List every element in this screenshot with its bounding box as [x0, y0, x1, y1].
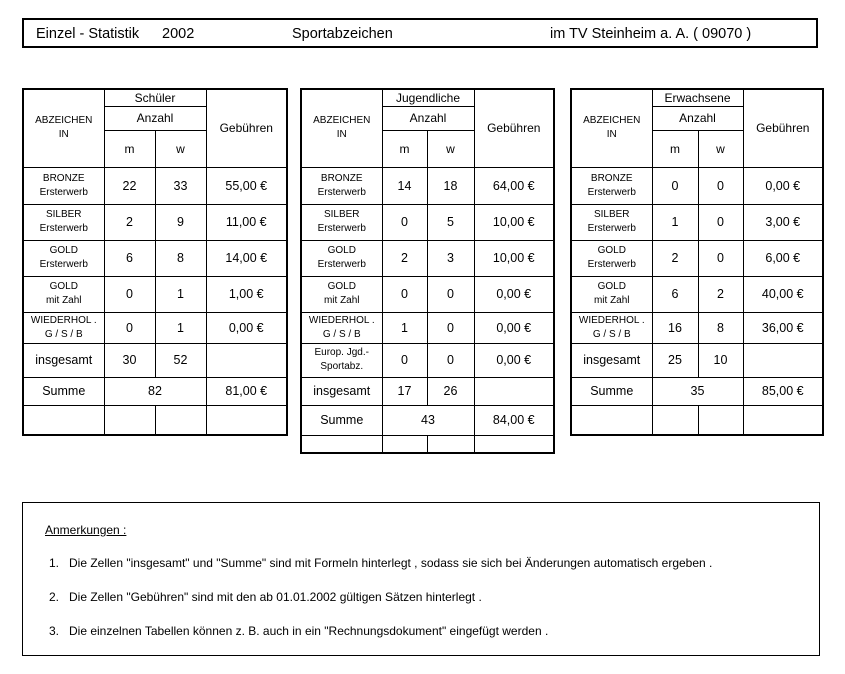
m-header: m	[652, 130, 698, 167]
w-count: 1	[155, 312, 206, 343]
sum-count: 35	[652, 377, 743, 405]
table-row	[23, 240, 287, 276]
badge-label: GOLD Ersterwerb	[23, 240, 104, 276]
w-count: 0	[698, 240, 743, 276]
badge-label: BRONZE Ersterwerb	[23, 167, 104, 204]
m-count: 6	[652, 276, 698, 312]
badge-label: GOLD mit Zahl	[301, 276, 382, 312]
sum-row	[301, 405, 554, 435]
table-row	[571, 240, 823, 276]
w-count: 18	[427, 167, 474, 204]
w-header: w	[155, 130, 206, 167]
w-total: 52	[155, 343, 206, 377]
table-row	[571, 276, 823, 312]
total-label: insgesamt	[571, 343, 652, 377]
table-row	[23, 312, 287, 343]
m-count: 1	[382, 312, 427, 343]
header-year: 2002	[162, 26, 195, 42]
empty-cell	[474, 377, 554, 405]
table-erwachsene	[570, 88, 824, 436]
w-count: 0	[698, 167, 743, 204]
fee-value: 55,00 €	[206, 167, 287, 204]
header-title: Einzel - Statistik	[36, 26, 140, 42]
w-count: 1	[155, 276, 206, 312]
sum-count: 82	[104, 377, 206, 405]
badge-label: GOLD Ersterwerb	[571, 240, 652, 276]
sum-label: Summe	[571, 377, 652, 405]
fee-value: 36,00 €	[743, 312, 823, 343]
fee-value: 0,00 €	[474, 312, 554, 343]
m-count: 0	[382, 276, 427, 312]
m-count: 0	[652, 167, 698, 204]
badge-label: GOLD Ersterwerb	[301, 240, 382, 276]
table-row	[571, 204, 823, 240]
badge-label: WIEDERHOL . G / S / B	[23, 312, 104, 343]
empty-row	[301, 435, 554, 453]
fee-value: 0,00 €	[474, 276, 554, 312]
empty-row	[23, 405, 287, 435]
w-count: 0	[427, 343, 474, 377]
w-count: 5	[427, 204, 474, 240]
m-count: 0	[382, 343, 427, 377]
fee-value: 11,00 €	[206, 204, 287, 240]
w-count: 8	[698, 312, 743, 343]
badge-label: WIEDERHOL . G / S / B	[301, 312, 382, 343]
badge-label: BRONZE Ersterwerb	[571, 167, 652, 204]
fee-value: 64,00 €	[474, 167, 554, 204]
anzahl-header: Anzahl	[652, 106, 743, 130]
sum-fee: 85,00 €	[743, 377, 823, 405]
w-count: 0	[698, 204, 743, 240]
table-row	[301, 276, 554, 312]
m-count: 0	[104, 312, 155, 343]
sum-label: Summe	[23, 377, 104, 405]
w-header: w	[698, 130, 743, 167]
table-jugendliche	[300, 88, 555, 454]
table-schueler	[22, 88, 288, 436]
gebuehren-header: Gebühren	[206, 89, 287, 167]
table-row	[571, 312, 823, 343]
anzahl-header: Anzahl	[104, 106, 206, 130]
m-count: 2	[104, 204, 155, 240]
abzeichen-header: ABZEICHEN IN	[23, 89, 104, 167]
m-total: 30	[104, 343, 155, 377]
w-count: 0	[427, 312, 474, 343]
m-count: 6	[104, 240, 155, 276]
w-total: 26	[427, 377, 474, 405]
m-count: 22	[104, 167, 155, 204]
badge-label: GOLD mit Zahl	[571, 276, 652, 312]
m-count: 16	[652, 312, 698, 343]
fee-value: 6,00 €	[743, 240, 823, 276]
w-count: 8	[155, 240, 206, 276]
fee-value: 0,00 €	[206, 312, 287, 343]
w-count: 2	[698, 276, 743, 312]
w-count: 9	[155, 204, 206, 240]
sum-fee: 84,00 €	[474, 405, 554, 435]
w-total: 10	[698, 343, 743, 377]
table-row	[23, 204, 287, 240]
fee-value: 14,00 €	[206, 240, 287, 276]
abzeichen-header: ABZEICHEN IN	[301, 89, 382, 167]
badge-label: GOLD mit Zahl	[23, 276, 104, 312]
fee-value: 0,00 €	[743, 167, 823, 204]
empty-row	[571, 405, 823, 435]
fee-value: 3,00 €	[743, 204, 823, 240]
notes-box	[22, 502, 820, 656]
table-row	[301, 312, 554, 343]
m-count: 1	[652, 204, 698, 240]
badge-label: WIEDERHOL . G / S / B	[571, 312, 652, 343]
table-row	[23, 167, 287, 204]
empty-cell	[206, 343, 287, 377]
m-total: 17	[382, 377, 427, 405]
badge-label: Europ. Jgd.- Sportabz.	[301, 343, 382, 377]
badge-label: SILBER Ersterwerb	[571, 204, 652, 240]
gebuehren-header: Gebühren	[743, 89, 823, 167]
abzeichen-header: ABZEICHEN IN	[571, 89, 652, 167]
m-count: 2	[382, 240, 427, 276]
header-bar	[22, 18, 818, 48]
header-subject: Sportabzeichen	[292, 26, 393, 42]
m-count: 14	[382, 167, 427, 204]
w-header: w	[427, 130, 474, 167]
badge-label: BRONZE Ersterwerb	[301, 167, 382, 204]
gebuehren-header: Gebühren	[474, 89, 554, 167]
total-row	[571, 343, 823, 377]
total-label: insgesamt	[301, 377, 382, 405]
fee-value: 40,00 €	[743, 276, 823, 312]
table-row	[301, 167, 554, 204]
table-row	[571, 167, 823, 204]
table-row	[23, 276, 287, 312]
table-row	[301, 240, 554, 276]
total-label: insgesamt	[23, 343, 104, 377]
w-count: 0	[427, 276, 474, 312]
w-count: 33	[155, 167, 206, 204]
empty-cell	[743, 343, 823, 377]
note-item: 1. Die Zellen "insgesamt" und "Summe" sind mit Formeln hinterlegt , sodass sie sich bei Änderungen automatisch ergeben .	[49, 556, 713, 570]
fee-value: 1,00 €	[206, 276, 287, 312]
total-row	[23, 343, 287, 377]
sum-fee: 81,00 €	[206, 377, 287, 405]
notes-title: Anmerkungen :	[45, 523, 127, 537]
anzahl-header: Anzahl	[382, 106, 474, 130]
table-row	[301, 343, 554, 377]
sum-row	[23, 377, 287, 405]
sum-count: 43	[382, 405, 474, 435]
m-count: 0	[382, 204, 427, 240]
sum-label: Summe	[301, 405, 382, 435]
m-header: m	[382, 130, 427, 167]
total-row	[301, 377, 554, 405]
badge-label: SILBER Ersterwerb	[23, 204, 104, 240]
note-item: 3. Die einzelnen Tabellen können z. B. auch in ein "Rechnungsdokument" eingefügt werden .	[49, 624, 549, 638]
m-header: m	[104, 130, 155, 167]
sum-row	[571, 377, 823, 405]
fee-value: 0,00 €	[474, 343, 554, 377]
group-header: Schüler	[104, 89, 206, 106]
group-header: Erwachsene	[652, 89, 743, 106]
group-header: Jugendliche	[382, 89, 474, 106]
header-club: im TV Steinheim a. A. ( 09070 )	[550, 26, 752, 42]
m-count: 2	[652, 240, 698, 276]
table-row	[301, 204, 554, 240]
w-count: 3	[427, 240, 474, 276]
m-total: 25	[652, 343, 698, 377]
m-count: 0	[104, 276, 155, 312]
fee-value: 10,00 €	[474, 204, 554, 240]
badge-label: SILBER Ersterwerb	[301, 204, 382, 240]
fee-value: 10,00 €	[474, 240, 554, 276]
note-item: 2. Die Zellen "Gebühren" sind mit den ab 01.01.2002 gültigen Sätzen hinterlegt .	[49, 590, 482, 604]
